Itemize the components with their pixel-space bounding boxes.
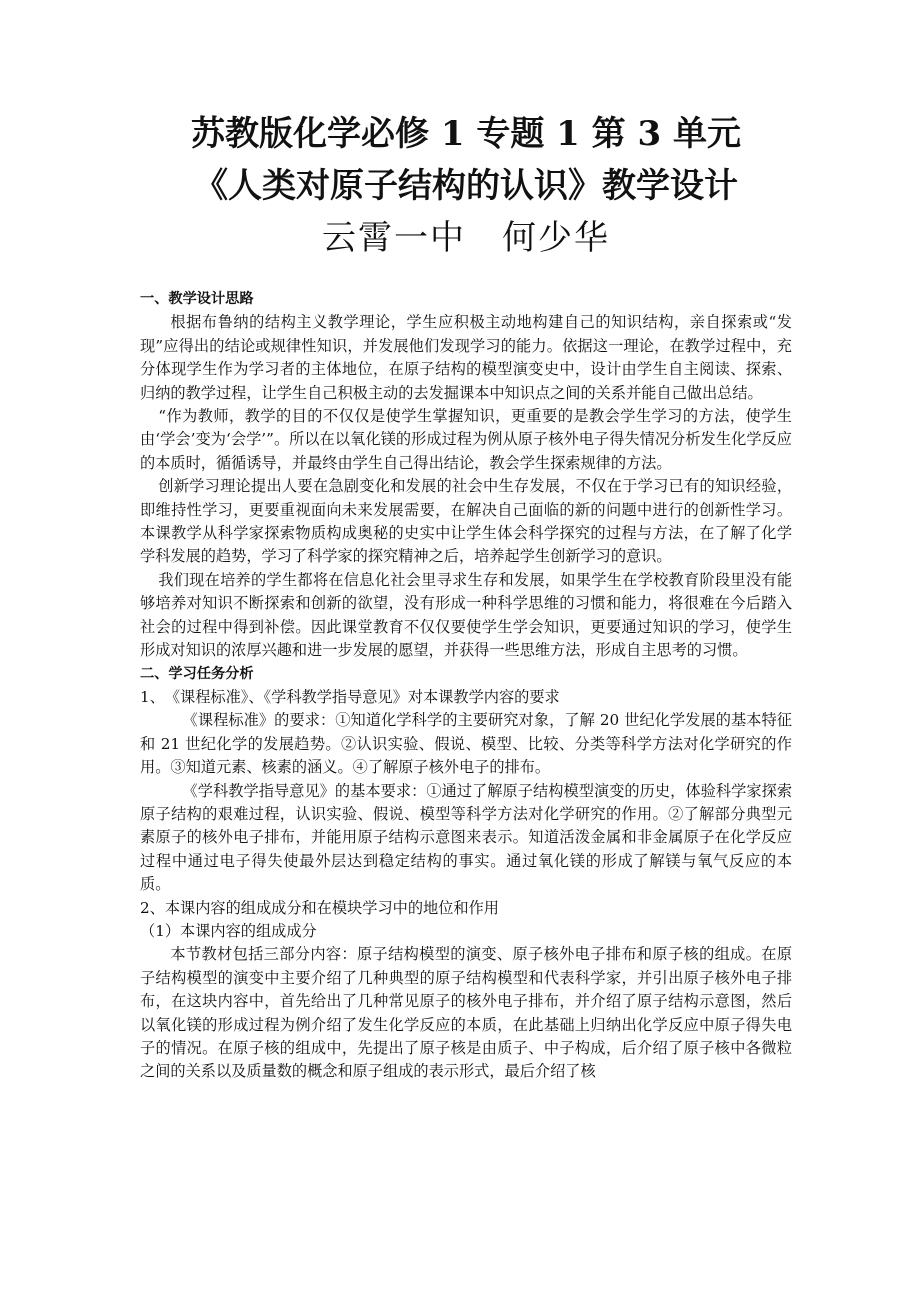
section-task-analysis bbox=[140, 663, 792, 1084]
paragraph: “作为教师，教学的目的不仅仅是使学生掌握知识，更重要的是教会学生学习的方法，使学生由‘学会’变为‘会学’”。所以在以氧化镁的形成过程为例从原子核外电子得失情况分析发生化学反应的本质时，循循诱导，并最终由学生自己得出结论，教会学生探索规律的方法。 bbox=[140, 407, 792, 472]
paragraph: 《课程标准》的要求：①知道化学科学的主要研究对象，了解 20 世纪化学发展的基本特征和 21 世纪化学的发展趋势。②认识实验、假说、模型、比较、分类等科学方法对化学研究的作用。③知道元素、核素的涵义。④了解原子核外电子的排布。 bbox=[140, 711, 792, 777]
paragraph: 根据布鲁纳的结构主义教学理论，学生应积极主动地构建自己的知识结构，亲自探索或“发现”应得出的结论或规律性知识，并发展他们发现学习的能力。依据这一理论，在教学过程中，充分体现学生作为学习者的主体地位，在原子结构的模型演变史中，设计由学生自主阅读、探索、归纳的教学过程，让学生自己积极主动的去发掘课本中知识点之间的关系并能自己做出总结。 bbox=[140, 313, 792, 402]
document-title-line1: 苏教版化学必修 1 专题 1 第 3 单元 bbox=[191, 114, 741, 154]
paragraph: 创新学习理论提出人要在急剧变化和发展的社会中生存发展，不仅在于学习已有的知识经验，即维持性学习，更要重视面向未来发展需要，在解决自己面临的新的问题中进行的创新性学习。本课教学从科学家探索物质构成奥秘的史实中让学生体会科学探究的过程与方法，在了解了化学学科发展的趋势，学习了科学家的探究精神之后，培养起学生创新学习的意识。 bbox=[140, 477, 792, 566]
paragraph: 本节教材包括三部分内容：原子结构模型的演变、原子核外电子排布和原子核的组成。在原子结构模型的演变中主要介绍了几种典型的原子结构模型和代表科学家，并引出原子核外电子排布，在这块内容中，首先给出了几种常见原子的核外电子排布，并介绍了原子结构示意图，然后以氧化镁的形成过程为例介绍了发生化学反应的本质，在此基础上归纳出化学反应中原子得失电子的情况。在原子核的组成中，先提出了原子核是由质子、中子构成，后介绍了原子核中各微粒之间的关系以及质量数的概念和原子组成的表示形式，最后介绍了核 bbox=[140, 945, 792, 1081]
list-item: 2、本课内容的组成成分和在模块学习中的地位和作用 bbox=[140, 898, 499, 917]
list-item: 1、 《课程标准》、《学科教学指导意见》对本课教学内容的要求 bbox=[140, 687, 560, 706]
paragraph: 《学科教学指导意见》的基本要求：①通过了解原子结构模型演变的历史，体验科学家探索原子结构的艰难过程，认识实验、假说、模型等科学方法对化学研究的作用。②了解部分典型元素原子的核外电子排布，并能用原子结构示意图来表示。知道活泼金属和非金属原子在化学反应过程中通过电子得失使最外层达到稳定结构的事实。通过氧化镁的形成了解镁与氧气反应的本质。 bbox=[140, 781, 792, 894]
section-heading: 二、学习任务分析 bbox=[140, 665, 254, 682]
document-author-line: 云霄一中 何少华 bbox=[322, 218, 610, 258]
section-heading: 一、教学设计思路 bbox=[140, 291, 254, 307]
section-teaching-design bbox=[140, 288, 792, 663]
list-item: （1）本课内容的组成成分 bbox=[140, 921, 317, 940]
document-title-line2: 《人类对原子结构的认识》教学设计 bbox=[194, 166, 738, 206]
paragraph: 我们现在培养的学生都将在信息化社会里寻求生存和发展，如果学生在学校教育阶段里没有能够培养对知识不断探索和创新的欲望，没有形成一种科学思维的习惯和能力，将很难在今后踏入社会的过程中得到补偿。因此课堂教育不仅仅要使学生学会知识，更要通过知识的学习，使学生形成对知识的浓厚兴趣和进一步发展的愿望，并获得一些思维方法，形成自主思考的习惯。 bbox=[140, 570, 792, 660]
title-block bbox=[140, 108, 792, 264]
